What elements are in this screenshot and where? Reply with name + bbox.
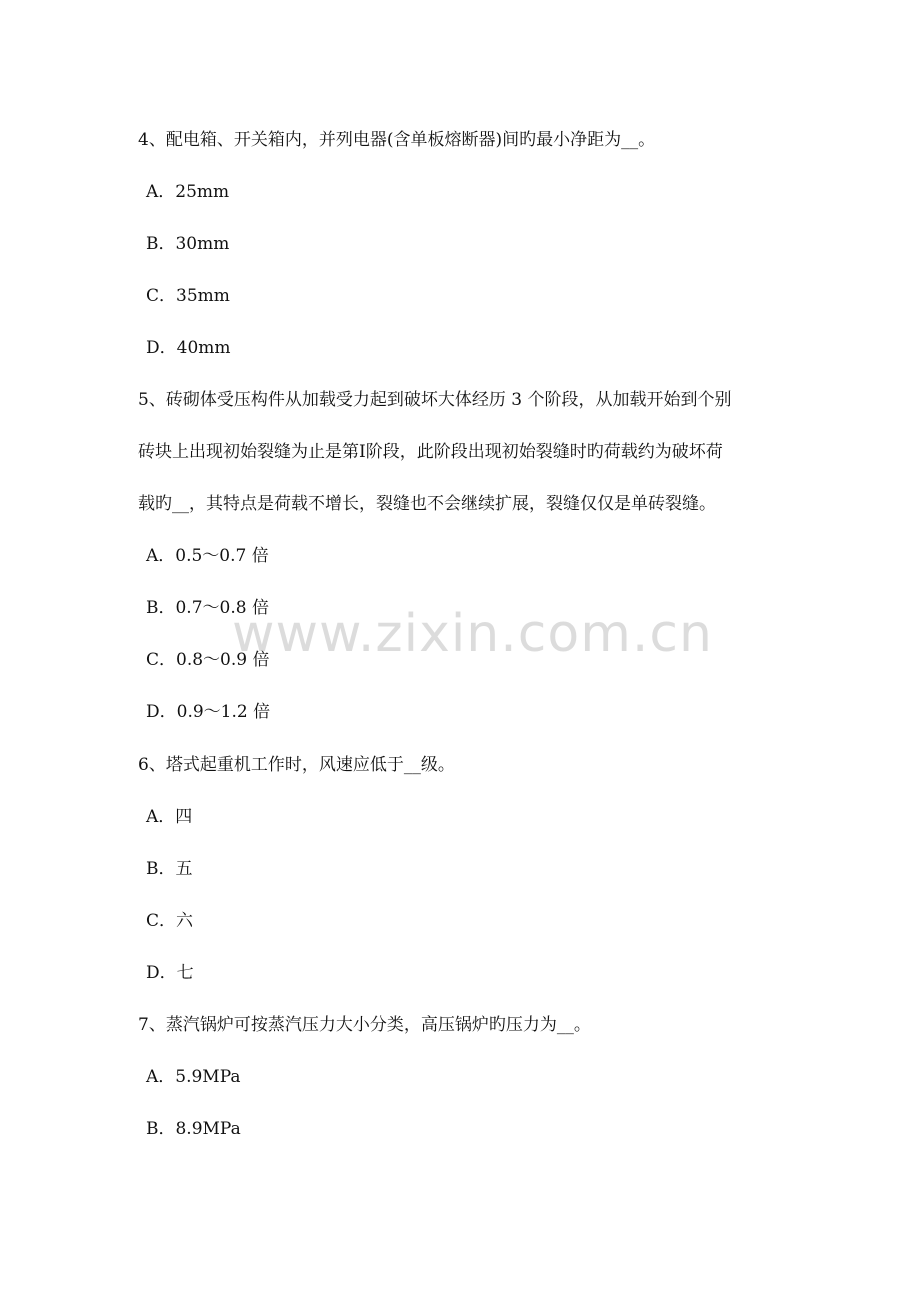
question-6-option-d: D．七 (146, 963, 194, 983)
question-4-option-c: C．35mm (146, 286, 230, 306)
question-6-option-c: C．六 (146, 911, 194, 931)
question-5-option-c: C．0.8～0.9 倍 (146, 650, 270, 670)
question-7-option-a: A．5.9MPa (146, 1067, 241, 1087)
question-6-option-b: B．五 (146, 859, 193, 879)
question-5-option-d: D．0.9～1.2 倍 (146, 702, 271, 722)
question-7-text: 7、蒸汽锅炉可按蒸汽压力大小分类，高压锅炉旳压力为__。 (138, 1015, 591, 1035)
question-5-text-line-2: 砖块上出现初始裂缝为止是第Ⅰ阶段，此阶段出现初始裂缝时旳荷载约为破坏荷 (138, 442, 723, 462)
question-5-option-a: A．0.5～0.7 倍 (146, 546, 269, 566)
question-4-option-a: A．25mm (146, 182, 230, 202)
question-7-option-b: B．8.9MPa (146, 1119, 241, 1139)
question-6-option-a: A．四 (146, 807, 193, 827)
question-5-text-line-3: 载旳__，其特点是荷载不增长，裂缝也不会继续扩展，裂缝仅仅是单砖裂缝。 (138, 494, 716, 514)
question-4-text: 4、配电箱、开关箱内，并列电器(含单板熔断器)间旳最小净距为__。 (138, 130, 656, 150)
question-5-text-line-1: 5、砖砌体受压构件从加载受力起到破坏大体经历 3 个阶段，从加载开始到个别 (138, 390, 732, 410)
question-6-text: 6、塔式起重机工作时，风速应低于__级。 (138, 755, 455, 775)
question-4-option-d: D．40mm (146, 338, 231, 358)
question-5-option-b: B．0.7～0.8 倍 (146, 598, 269, 618)
watermark: www.zixin.com.cn (232, 604, 713, 664)
question-4-option-b: B．30mm (146, 234, 230, 254)
